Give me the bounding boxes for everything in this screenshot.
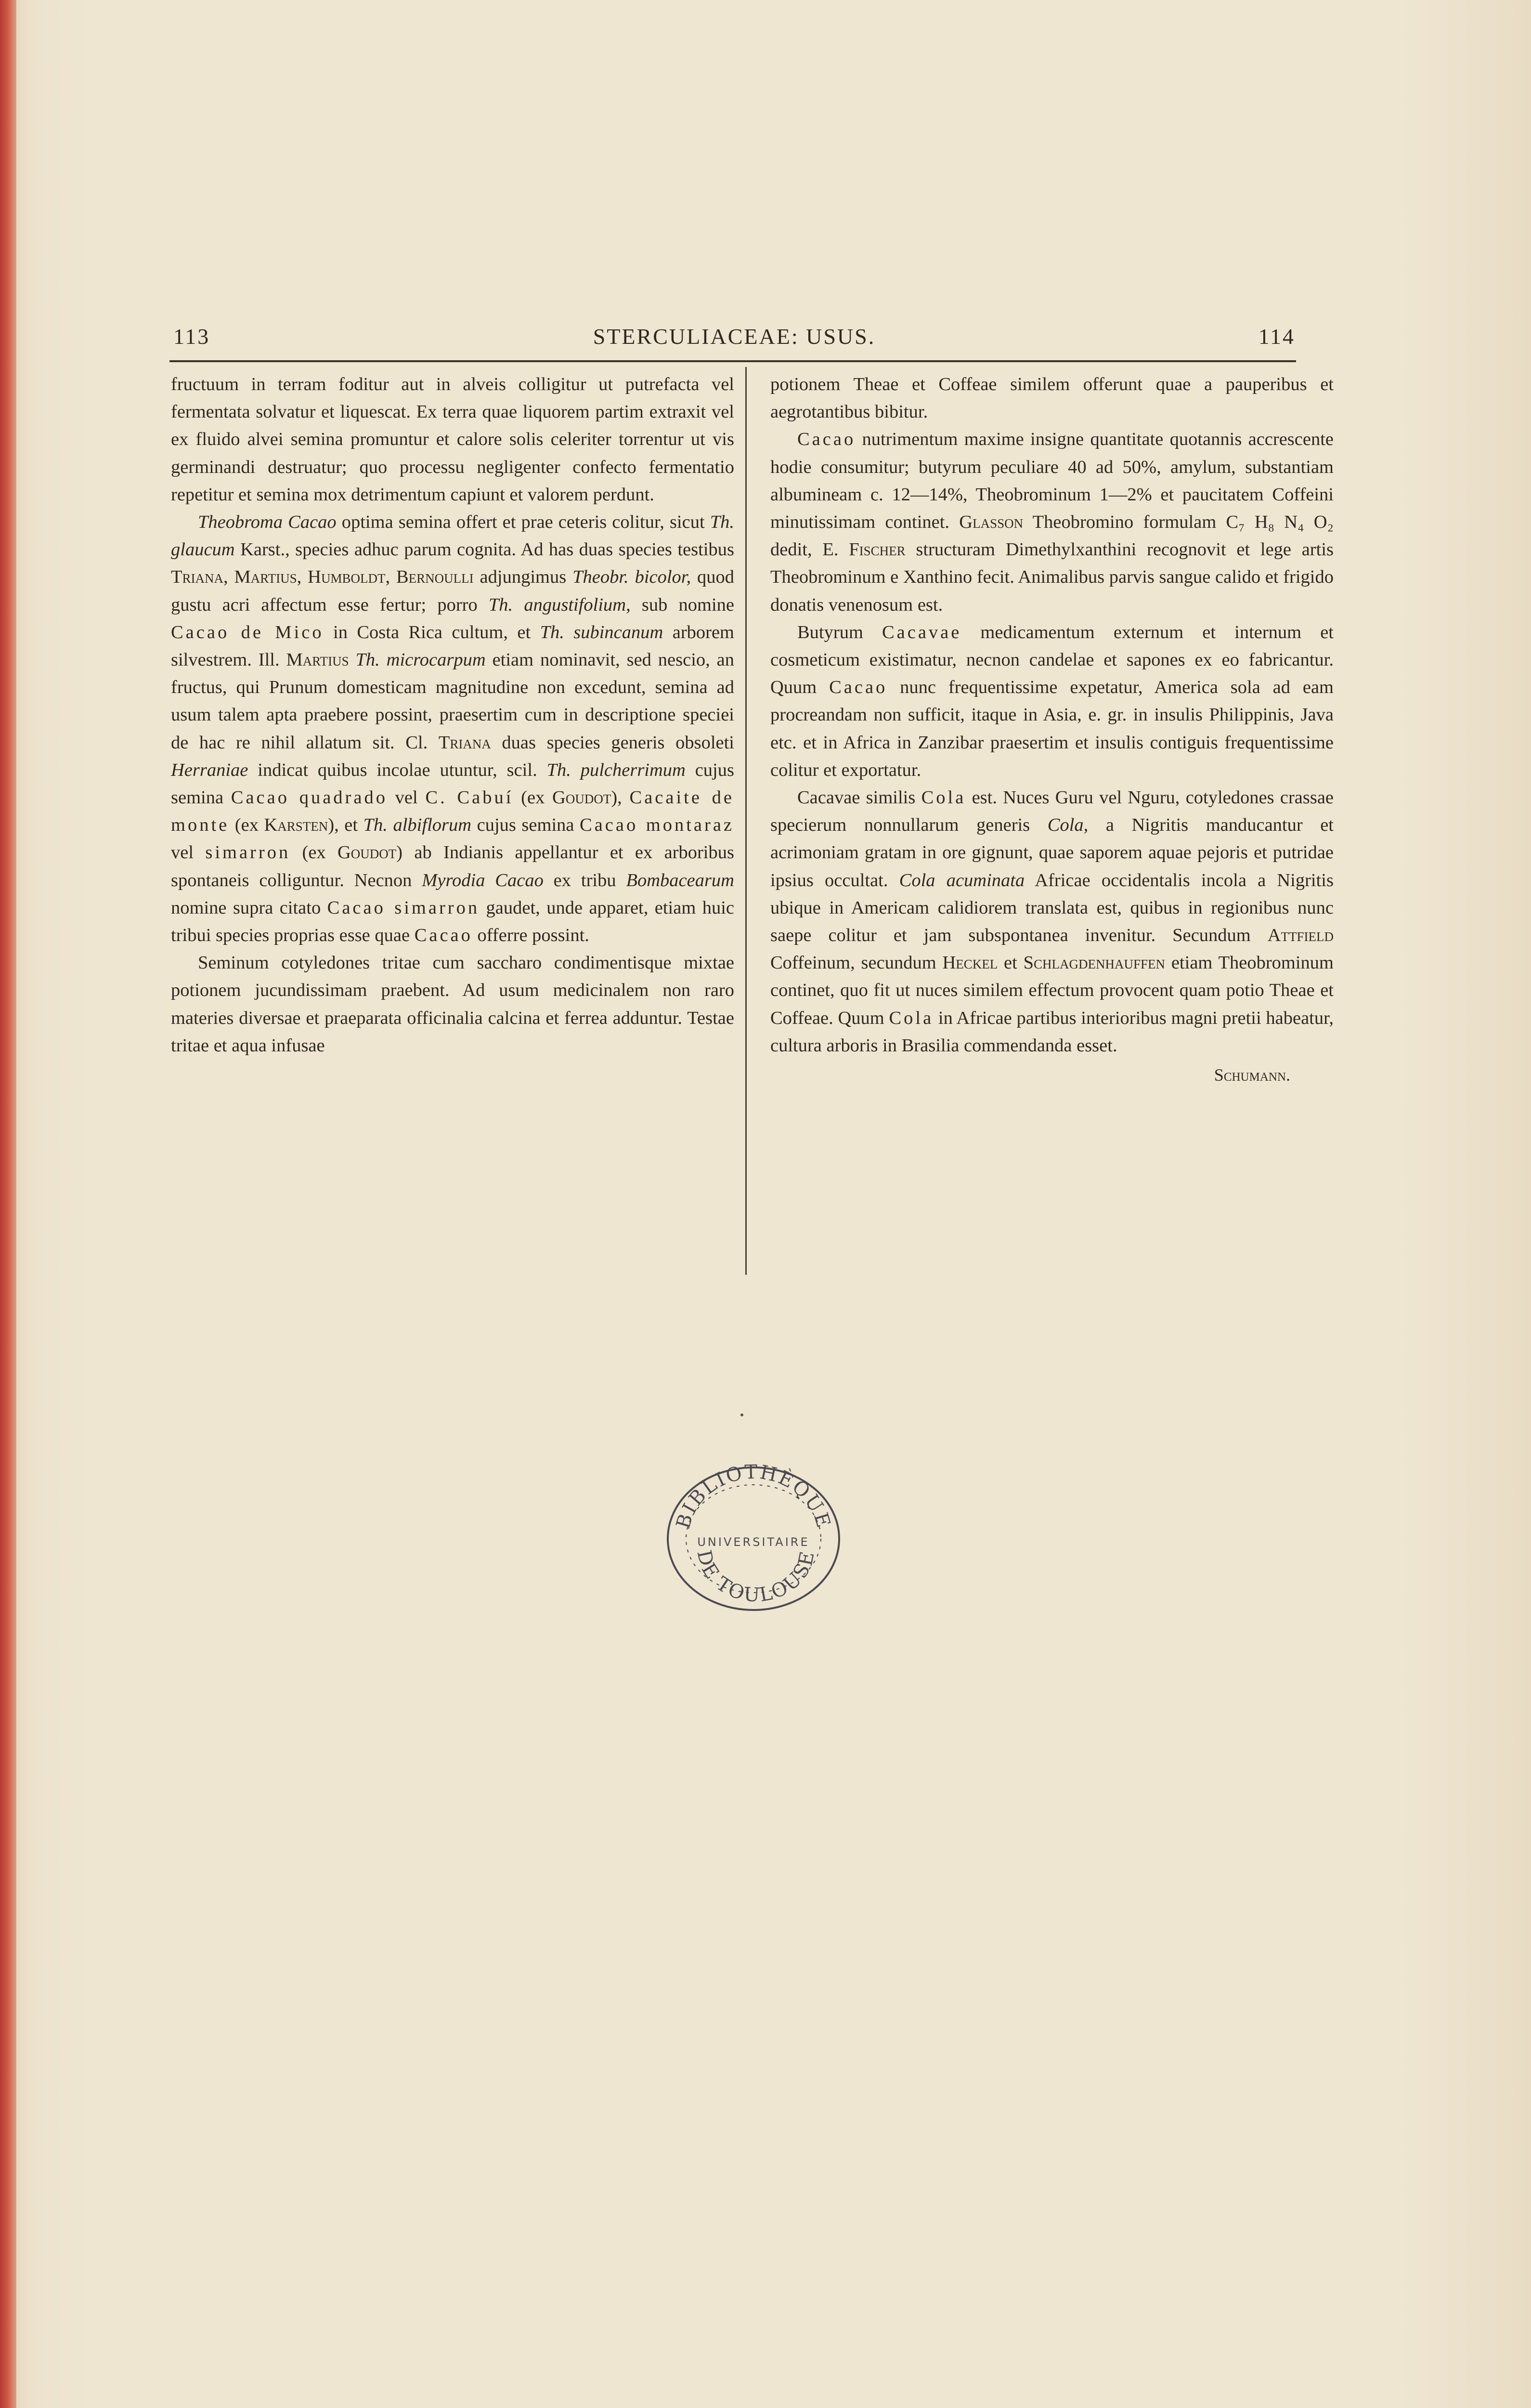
text-run: optima semina offert et prae ceteris colitur, sicut: [336, 512, 710, 533]
vernacular-name: Cacavae: [882, 622, 962, 642]
vernacular-name: Cacaite de monte: [171, 787, 734, 836]
taxon-name: Theobroma Cacao: [198, 512, 337, 533]
text-run: nomine supra citato: [171, 897, 327, 918]
text-run: in Africae partibus interioribus magni pretii habeatur, cultura arboris in Brasilia commendanda esset.: [770, 1008, 1334, 1056]
library-stamp-graphic: [660, 1454, 847, 1613]
taxon-name: Th. glaucum: [171, 512, 735, 560]
left-column: [171, 371, 734, 1060]
text-run: a Nigritis manducantur et acrimoniam gratam in ore gignunt, quae saporem aquae pejoris et putridae ipsius occultat.: [770, 815, 1334, 890]
text-run: medicamentum externum et internum et cosmeticum existimatur, necnon candelae et sapones ex eo fabricantur. Quum: [770, 622, 1334, 698]
paragraph: potionem Theae et Coffeae similem offerunt quae a pauperibus et aegrotantibus bibitur.: [770, 374, 1334, 422]
stamp-top-text: [672, 1461, 835, 1531]
text-run: Cacavae similis: [797, 787, 921, 808]
taxon-name: Th. albiflorum: [363, 815, 472, 836]
taxon-name: Theobr. bicolor,: [572, 567, 691, 588]
text-run: quod gustu acri affectum esse fertur; porro: [171, 567, 735, 615]
text-run: Butyrum: [797, 622, 882, 642]
text-run: (ex: [513, 787, 553, 808]
author-signature: Schumann.: [1214, 1065, 1290, 1085]
text-run: ), et: [328, 815, 363, 836]
taxon-name: Th. angustifolium,: [488, 594, 631, 615]
header-rule: [169, 360, 1296, 362]
author-name: Triana: [171, 567, 224, 588]
taxon-name: Th. subincanum: [540, 622, 663, 642]
author-name: Goudot: [337, 842, 397, 863]
taxon-name: Myrodia Cacao: [422, 870, 544, 890]
text-run: nutrimentum maxime insigne quantitate quotannis accrescente hodie consumitur; butyrum peculiare 40 ad 50%, amylum, substantiam albumineam c. 12—14%, Theobrominum 1—2% et paucitatem Coffeini minutissimam continet.: [770, 429, 1334, 533]
author-name: Fischer: [849, 539, 906, 560]
text-run: etiam Theobrominum continet, quo fit ut nuces similem effectum provocent quam potio Theae et Coffeae. Quum: [770, 953, 1334, 1028]
text-run: (ex: [290, 842, 337, 863]
taxon-name: Th. pulcherrimum: [546, 759, 686, 780]
paragraph: [171, 509, 734, 949]
text-run: arborem silvestrem. Ill.: [171, 622, 734, 670]
author-name: Martius: [286, 650, 349, 670]
author-name: Heckel: [942, 953, 998, 973]
taxon-name: Herraniae: [171, 759, 248, 780]
author-name: Attfield: [1267, 925, 1334, 946]
text-run: vel: [171, 842, 206, 863]
ink-speck: [740, 1413, 743, 1416]
stamp-bottom-textpath: DE TOULOUSE: [692, 1548, 819, 1607]
page-number-left: 113: [173, 324, 210, 349]
vernacular-name: C. Cabuí: [425, 787, 514, 808]
taxon-name: Cola,: [1047, 815, 1089, 836]
text-run: Coffeinum, secundum: [770, 953, 943, 973]
paragraph: [770, 784, 1334, 1060]
taxon-name: Bombacearum: [626, 870, 734, 890]
author-name: Glasson: [959, 512, 1024, 533]
text-run: sub nomine: [630, 594, 735, 615]
text-run: ,: [385, 567, 396, 588]
vernacular-name: Cacao: [797, 429, 856, 450]
text-run: cujus semina: [471, 815, 580, 836]
author-name: Triana: [438, 732, 491, 753]
paragraph: [770, 426, 1334, 618]
text-run: adjungimus: [473, 567, 573, 588]
text-run: nunc frequentissime expetatur, America sola ad eam procreandam non sufficit, itaque in Asia, e. gr. in insulis Philippinis, Java etc. et in Africa in Zanzibar praesertim et insulis contiguis frequentissime colitur et exportatur.: [770, 677, 1334, 780]
taxon-name: Th. microcarpum: [355, 650, 486, 670]
text-run: et: [998, 953, 1024, 973]
running-title: STERCULIACEAE: USUS.: [593, 324, 876, 349]
paragraph: fructuum in terram foditur aut in alveis colligitur ut putrefacta vel fermentata solvatur et liquescat. Ex terra quae liquorem partim extraxit vel ex fluido alvei semina promuntur et calore solis celeriter torrentur ut vis germinandi destruatur; quo processu negligenter confecto fermentatio repetitur et semina mox detrimentum capiunt et valorem perdunt.: [171, 374, 734, 505]
author-name: Humboldt: [308, 567, 386, 588]
text-run: Theobromino formulam C₇ H₈ N₄ O₂ dedit, E.: [770, 512, 1334, 560]
text-run: (ex: [229, 815, 264, 836]
author-name: Bernoulli: [396, 567, 474, 588]
column-divider: [745, 367, 747, 1275]
text-run: indicat quibus incolae utuntur, scil.: [248, 759, 547, 780]
author-name: Karsten: [264, 815, 328, 836]
text-run: [349, 650, 356, 670]
vernacular-name: Cola: [921, 787, 966, 808]
text-run: ,: [297, 567, 308, 588]
vernacular-name: Cacao de Mico: [171, 622, 324, 642]
text-run: cujus semina: [171, 759, 734, 808]
text-run: gaudet, unde apparet, etiam huic tribui species proprias esse quae: [171, 897, 734, 946]
text-run: ),: [611, 787, 630, 808]
vernacular-name: Cacao quadrado: [231, 787, 388, 808]
text-run: Karst., species adhuc parum cognita. Ad has duas species testibus: [234, 539, 734, 560]
taxon-name: Cola acuminata: [899, 870, 1025, 890]
vernacular-name: Cacao simarron: [327, 897, 480, 918]
right-column: [770, 371, 1334, 1090]
text-run: etiam nominavit, sed nescio, an fructus, qui Prunum domesticam magnitudine non excedunt, semina ad usum talem apta praebere possint, praesertim cum in descriptione speciei de hac re nihil allatum sit. Cl.: [171, 650, 735, 753]
text-run: ex tribu: [543, 870, 626, 890]
stamp-middle-text: UNIVERSITAIRE: [697, 1535, 810, 1549]
text-run: in Costa Rica cultum, et: [324, 622, 540, 642]
text-run: est. Nuces Guru vel Nguru, cotyledones crassae specierum nonnullarum generis: [770, 787, 1334, 836]
text-run: vel: [387, 787, 426, 808]
text-run: duas species generis obsoleti: [491, 732, 734, 753]
text-run: offerre possint.: [472, 925, 589, 946]
vernacular-name: simarron: [205, 842, 291, 863]
author-name: Schlagdenhauffen: [1023, 953, 1166, 973]
text-run: Africae occidentalis incola a Nigritis ubique in Americam calidiorem translata est, quibus in regionibus nunc saepe colitur et jam subspontanea invenitur. Secundum: [770, 870, 1334, 946]
text-run: structuram Dimethylxanthini recognovit et lege artis Theobrominum e Xanthino fecit. Animalibus parvis sangue calido et frigido donatis venenosum est.: [770, 539, 1334, 615]
author-name: Martius: [234, 567, 297, 588]
text-run: ,: [223, 567, 234, 588]
author-name: Goudot: [552, 787, 611, 808]
running-head: [173, 324, 1295, 353]
stamp-top-textpath: BIBLIOTHÈQUE: [672, 1461, 835, 1531]
paragraph: Seminum cotyledones tritae cum saccharo condimentisque mixtae potionem jucundissimam praebent. Ad usum medicinalem non raro materies diversae et praeparata officinalia calcina et ferrea adduntur. Testae tritae et aqua infusae: [171, 953, 734, 1056]
vernacular-name: Cola: [889, 1008, 934, 1028]
paragraph: [770, 619, 1334, 784]
text-run: ) ab Indianis appellantur et ex arboribus spontaneis colliguntur. Necnon: [171, 842, 734, 890]
vernacular-name: Cacao montaraz: [580, 815, 735, 836]
vernacular-name: Cacao: [414, 925, 473, 946]
vernacular-name: Cacao: [829, 677, 888, 698]
library-stamp: [660, 1454, 847, 1613]
book-spine-edge: [0, 0, 16, 2408]
page-number-right: 114: [1258, 324, 1295, 349]
